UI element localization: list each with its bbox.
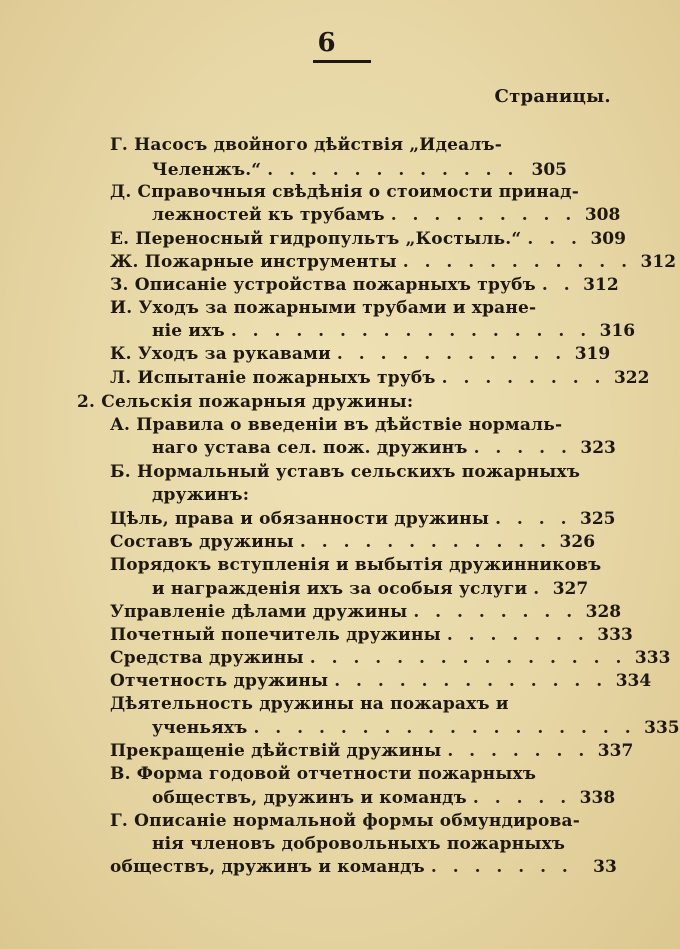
toc-entry-text: Прекращеніе дѣйствій дружины <box>110 741 442 761</box>
toc-entry-page: 305 <box>531 160 567 180</box>
toc-entry-text: Челенжъ.“ <box>152 160 262 180</box>
toc-entry-text: Г. Описаніе нормальной формы обмундирова- <box>110 811 581 831</box>
toc-line <box>110 250 677 274</box>
dot-leader: . . . <box>527 229 582 249</box>
dot-leader: . . . . . . . . . . . <box>402 252 633 272</box>
toc-entry-text: лежностей къ трубамъ <box>152 205 385 225</box>
toc-line <box>110 133 580 157</box>
toc-entry-text: и награжденія ихъ за особыя услуги <box>152 579 528 599</box>
toc-entry-page: 316 <box>599 321 636 341</box>
toc-line <box>152 716 680 740</box>
toc-line <box>152 577 589 601</box>
toc-entry-text: З. Описаніе устройства пожарныхъ трубъ <box>110 275 536 295</box>
toc-entry-text: Д. Справочныя свѣдѣнія о стоимости принад- <box>110 182 579 202</box>
toc-entry-page: 333 <box>597 625 633 645</box>
dot-leader: . . . . <box>495 509 572 529</box>
dot-leader: . . . . . . . . <box>441 368 606 388</box>
toc-entry-page: 323 <box>580 438 616 458</box>
toc-line <box>110 413 580 437</box>
toc-entry-text: Г. Насосъ двойного дѣйствія „Идеалъ- <box>110 135 503 155</box>
toc-entry-text: наго устава сел. пож. дружинъ <box>152 438 468 458</box>
toc-entry-text: Л. Испытаніе пожарныхъ трубъ <box>110 368 436 388</box>
toc-entry-text: Порядокъ вступленія и выбытія дружинниковъ <box>110 555 602 575</box>
toc-entry-page: 335 <box>644 718 680 738</box>
dot-leader: . . . . . . . <box>430 857 573 877</box>
toc-line <box>110 809 580 833</box>
toc-line <box>110 739 634 763</box>
toc-entry-text: Ж. Пожарные инструменты <box>110 252 397 272</box>
toc-line <box>152 319 636 343</box>
toc-entry-page: 308 <box>584 205 621 225</box>
dot-leader: . . . . . . . . . . . . <box>299 532 552 552</box>
toc-entry-text: В. Форма годовой отчетности пожарныхъ <box>110 764 537 784</box>
toc-line <box>110 507 616 531</box>
dot-leader: . . . . . <box>472 788 572 808</box>
toc-entry-page: 322 <box>613 368 650 388</box>
toc-line <box>110 623 633 647</box>
toc-entry-text: Управленіе дѣлами дружины <box>110 602 408 622</box>
toc-entry-text: обществъ, дружинъ и командъ <box>110 857 425 877</box>
toc-entry-page: 309 <box>590 229 626 249</box>
toc-line <box>110 855 617 879</box>
dot-leader: . . . . . . . . . . . . . . . <box>309 648 627 668</box>
toc-line <box>110 273 619 297</box>
toc-line <box>110 762 580 786</box>
toc-entry-text: ученьяхъ <box>152 718 248 738</box>
dot-leader: . . . . . . . <box>446 625 589 645</box>
dot-leader: . . . . . . . . . . . <box>336 344 567 364</box>
toc-line <box>152 832 572 856</box>
toc-line <box>110 366 650 390</box>
dot-leader: . <box>533 579 545 599</box>
toc-entry-text: Цѣль, права и обязанности дружины <box>110 509 490 529</box>
toc-entry-text: обществъ, дружинъ и командъ <box>152 788 467 808</box>
toc-entry-page: 325 <box>580 509 616 529</box>
toc-entry-text: Е. Переносный гидропультъ „Костыль.“ <box>110 229 522 249</box>
toc-entry-text: нія членовъ добровольныхъ пожарныхъ <box>152 834 566 854</box>
toc-line <box>110 180 580 204</box>
toc-entry-page: 312 <box>583 275 619 295</box>
toc-line <box>110 530 596 554</box>
toc-entry-text: Почетный попечитель дружины <box>110 625 441 645</box>
page-number: 6 <box>317 28 336 58</box>
pages-column-header: Страницы. <box>494 86 611 107</box>
toc-line <box>110 600 622 624</box>
toc-entry-text: дружинъ: <box>152 485 250 505</box>
toc-line <box>77 390 557 414</box>
toc-entry-text: И. Уходъ за пожарными трубами и хране- <box>110 298 537 318</box>
toc-entry-text: Составъ дружины <box>110 532 294 552</box>
toc-entry-text: Б. Нормальный уставъ сельскихъ пожарныхъ <box>110 462 581 482</box>
toc-entry-text: 2. Сельскія пожарныя дружины: <box>77 392 414 412</box>
dot-leader: . . . . . . . . . <box>390 205 577 225</box>
dot-leader: . . . . . . . . . . . . . . . . . <box>230 321 592 341</box>
toc-entry-text: Отчетность дружины <box>110 671 329 691</box>
dot-leader: . . . . . . . . . . . . . . . . . . <box>253 718 636 738</box>
toc-entry-text: Дѣятельность дружины на пожарахъ и <box>110 694 509 714</box>
dot-leader: . . . . . . . . <box>413 602 578 622</box>
toc-line <box>152 483 452 507</box>
toc-line <box>110 669 652 693</box>
toc-entry-page: 328 <box>585 602 622 622</box>
toc-entry-text: Средства дружины <box>110 648 304 668</box>
toc-line <box>110 460 580 484</box>
toc-entry-page: 326 <box>559 532 596 552</box>
toc-entry-page: 327 <box>552 579 589 599</box>
toc-entry-page: 33 <box>593 857 617 877</box>
dot-leader: . . . . . . . . . . . . . <box>334 671 608 691</box>
toc-line <box>110 227 626 251</box>
toc-line <box>110 296 580 320</box>
toc-line <box>152 436 616 460</box>
toc-line <box>110 342 611 366</box>
toc-entry-text: А. Правила о введеніи въ дѣйствіе нормаль- <box>110 415 563 435</box>
page-number-rule <box>313 60 371 63</box>
toc-entry-page: 338 <box>579 788 616 808</box>
dot-leader: . . . . . . . . . . . . <box>267 160 519 180</box>
toc-entry-page: 312 <box>640 252 677 272</box>
toc-line <box>152 158 567 182</box>
toc-line <box>110 646 671 670</box>
toc-entry-text: ніе ихъ <box>152 321 225 341</box>
toc-line <box>152 786 616 810</box>
toc-entry-text: К. Уходъ за рукавами <box>110 344 331 364</box>
toc-line <box>152 203 621 227</box>
toc-line <box>110 553 602 577</box>
dot-leader: . . . . . <box>473 438 572 458</box>
toc-line <box>110 692 580 716</box>
toc-entry-page: 333 <box>634 648 671 668</box>
toc-entry-page: 319 <box>574 344 611 364</box>
dot-leader: . . <box>541 275 575 295</box>
toc-entry-page: 334 <box>615 671 652 691</box>
dot-leader: . . . . . . . <box>447 741 590 761</box>
toc-entry-page: 337 <box>597 741 634 761</box>
